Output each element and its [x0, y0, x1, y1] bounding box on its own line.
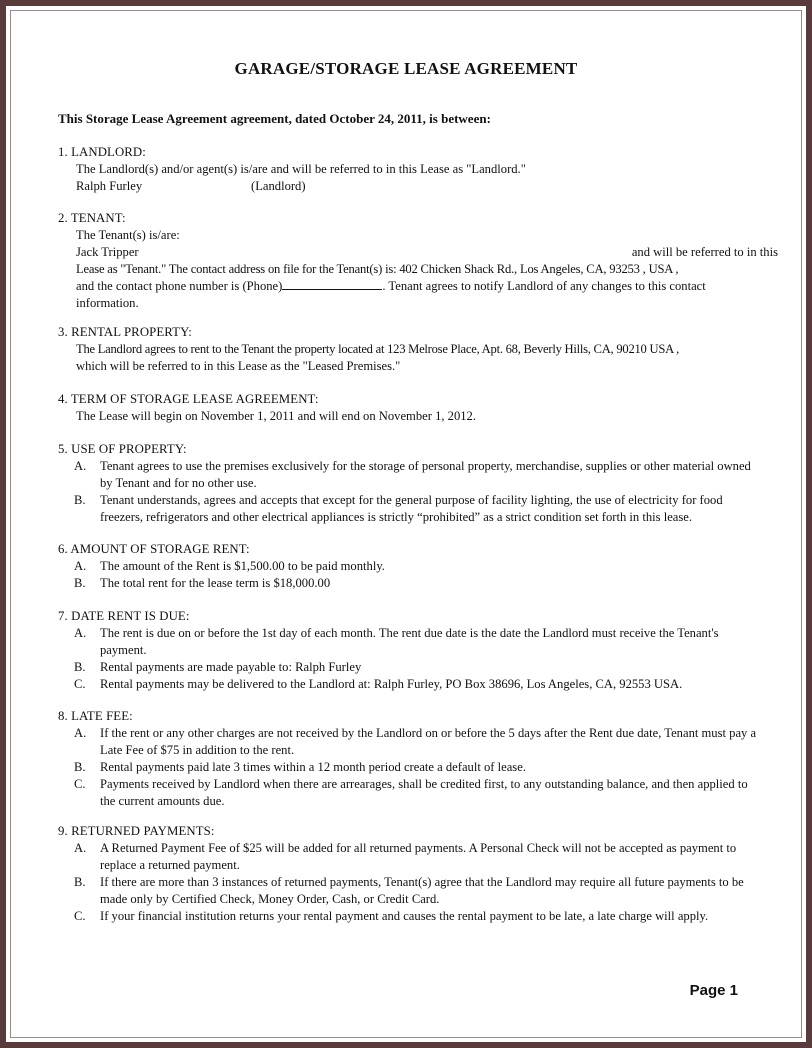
term-line: The Lease will begin on November 1, 2011 and will end on November 1, 2012. — [76, 409, 476, 423]
section-use-of-property — [58, 441, 758, 526]
section-heading: 5. USE OF PROPERTY: — [58, 442, 187, 456]
tenant-phone-line: and the contact phone number is (Phone) . Tenant agrees to notify Landlord of any changes to this contact — [76, 279, 706, 293]
tenant-address: Lease as "Tenant." The contact address on file for the Tenant(s) is: 402 Chicken Shack Rd., Los Angeles, CA, 93253 , USA , — [76, 262, 679, 276]
section-returned-payments — [58, 823, 758, 925]
section-heading: 4. TERM OF STORAGE LEASE AGREEMENT: — [58, 392, 319, 406]
tenant-line: information. — [76, 296, 139, 310]
list-item: B. Rental payments paid late 3 times within a 12 month period create a default of lease. — [74, 760, 526, 774]
list-item: B. The total rent for the lease term is $18,000.00 — [74, 576, 331, 590]
page-number: Page 1 — [689, 982, 738, 999]
tenant-line: The Tenant(s) is/are: — [76, 228, 180, 242]
list-item: A. The amount of the Rent is $1,500.00 to be paid monthly. — [74, 559, 385, 573]
property-line: which will be referred to in this Lease as the "Leased Premises." — [76, 359, 401, 373]
phone-blank — [282, 278, 382, 290]
section-heading: 1. LANDLORD: — [58, 145, 146, 159]
section-heading: 8. LATE FEE: — [58, 709, 133, 723]
list-item: C. Rental payments may be delivered to the Landlord at: Ralph Furley, PO Box 38696, Los Angeles, CA, 92553 USA. — [74, 677, 683, 691]
section-rent-amount — [58, 541, 758, 592]
list-item: C. Payments received by Landlord when there are arrearages, shall be credited first, to any outstanding balance, and then applied to the current amounts due. — [74, 777, 748, 808]
landlord-name: Ralph Furley — [76, 179, 143, 193]
tenant-name-tail: and will be referred to in this — [631, 245, 778, 259]
section-term — [58, 391, 758, 425]
landlord-text: The Landlord(s) and/or agent(s) is/are and will be referred to in this Lease as "Landlord." — [76, 162, 526, 176]
list-item: A. Tenant agrees to use the premises exclusively for the storage of personal property, merchandise, supplies or other material owned by Tenant and for no other use. — [74, 459, 751, 490]
section-landlord — [58, 144, 758, 195]
section-rental-property — [58, 324, 778, 375]
list-item: C. If your financial institution returns your rental payment and causes the rental payment to be late, a late charge will apply. — [74, 909, 709, 923]
document-title: GARAGE/STORAGE LEASE AGREEMENT — [234, 59, 578, 78]
list-item: B. If there are more than 3 instances of returned payments, Tenant(s) agree that the Landlord may require all future payments to be made only by Certified Check, Money Order, Cash, or Credit Card. — [74, 875, 744, 906]
list-item: A. The rent is due on or before the 1st day of each month. The rent due date is the date the Landlord must receive the Tenant's payment. — [74, 626, 719, 657]
landlord-role: (Landlord) — [251, 179, 306, 193]
intro-paragraph: This Storage Lease Agreement agreement, dated October 24, 2011, is between: — [58, 111, 491, 126]
section-rent-due — [58, 608, 758, 693]
list-item: B. Tenant understands, agrees and accepts that except for the general purpose of facility lighting, the use of electricity for food freezers, refrigerators and other electrical appliances is strictly “prohibited” as a strict condition set forth in this lease. — [74, 493, 723, 524]
tenant-name: Jack Tripper — [76, 245, 139, 259]
section-heading: 3. RENTAL PROPERTY: — [58, 325, 192, 339]
property-line: The Landlord agrees to rent to the Tenant the property located at 123 Melrose Place, Apt. 68, Beverly Hills, CA, 90210 USA , — [76, 342, 680, 356]
list-item: A. If the rent or any other charges are not received by the Landlord on or before the 5 days after the Rent due date, Tenant must pay a Late Fee of $75 in addition to the rent. — [74, 726, 757, 757]
list-item: A. A Returned Payment Fee of $25 will be added for all returned payments. A Personal Check will not be accepted as payment to replace a returned payment. — [74, 841, 737, 872]
list-item: B. Rental payments are made payable to: Ralph Furley — [74, 660, 362, 674]
section-heading: 7. DATE RENT IS DUE: — [58, 609, 190, 623]
section-late-fee — [58, 708, 758, 810]
section-tenant — [58, 210, 778, 312]
section-heading: 2. TENANT: — [58, 211, 126, 225]
section-heading: 9. RETURNED PAYMENTS: — [58, 824, 215, 838]
section-heading: 6. AMOUNT OF STORAGE RENT: — [58, 542, 250, 556]
